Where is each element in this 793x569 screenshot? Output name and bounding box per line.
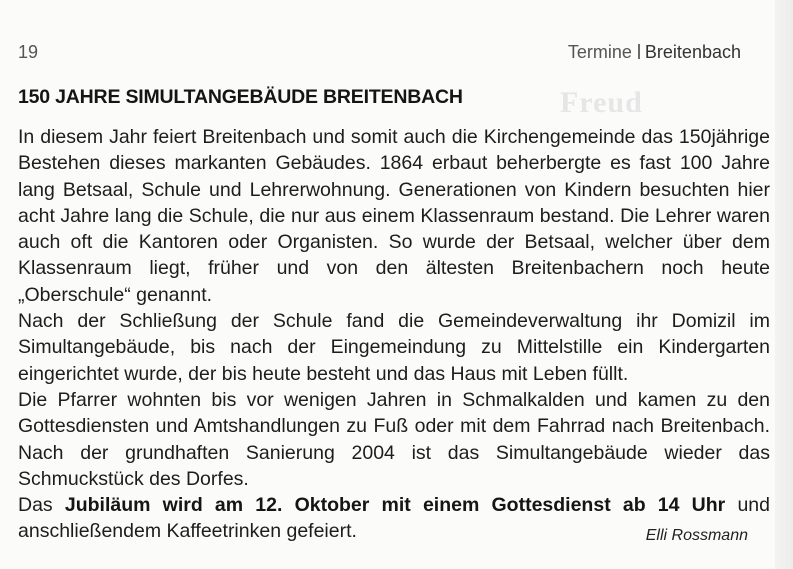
running-header	[568, 42, 741, 63]
show-through-text: Freud	[560, 86, 643, 119]
section-label: Termine	[567, 42, 632, 62]
paragraph-administration: Nach der Schließung der Schule fand die Gemeindeverwaltung ihr Domizil im Simultangebäude, bis nach der Eingemeindung zu Mittelstille ein Kindergarten eingerichtet wurde, der bis heute besteht und das Haus mit Leben füllt.	[18, 310, 770, 385]
article-body	[18, 124, 770, 545]
header-separator	[638, 44, 640, 59]
closing-prefix: Das	[18, 494, 53, 517]
page-number: 19	[18, 42, 39, 62]
article-title: 150 JAHRE SIMULTANGEBÄUDE BREITENBACH	[18, 86, 463, 108]
place-label: Breitenbach	[644, 42, 741, 62]
anniversary-highlight: Jubiläum wird am 12. Oktober mit einem Gottesdienst ab 14 Uhr	[64, 494, 726, 517]
paragraph-history: In diesem Jahr feiert Breitenbach und somit auch die Kirchengemeinde das 150jährige Bestehen dieses markanten Gebäudes. 1864 erbaut beherbergte es fast 100 Jahre lang Betsaal, Schule und Lehrerwohnung. Generationen von Kindern besuchten hier acht Jahre lang die Schule, die nur aus einem Klassenraum bestand. Die Lehrer waren auch oft die Kantoren oder Organisten. So wurde der Betsaal, welcher über dem Klassenraum liegt, früher und von den ältesten Breitenbachern noch heute „Oberschule“ genannt.	[18, 126, 770, 306]
closing-suffix: und anschließendem Kaffeetrinken gefeiert.	[18, 494, 770, 543]
author-signature: Elli Rossmann	[645, 527, 748, 544]
paragraph-pastors: Die Pfarrer wohnten bis vor wenigen Jahren in Schmalkalden und kamen zu den Gottesdiensten und Amtshandlungen zu Fuß oder mit dem Fahrrad nach Breitenbach. Nach der grundhaften Sanierung 2004 ist das Simultangebäude wieder das Schmuckstück des Dorfes.	[18, 388, 770, 490]
